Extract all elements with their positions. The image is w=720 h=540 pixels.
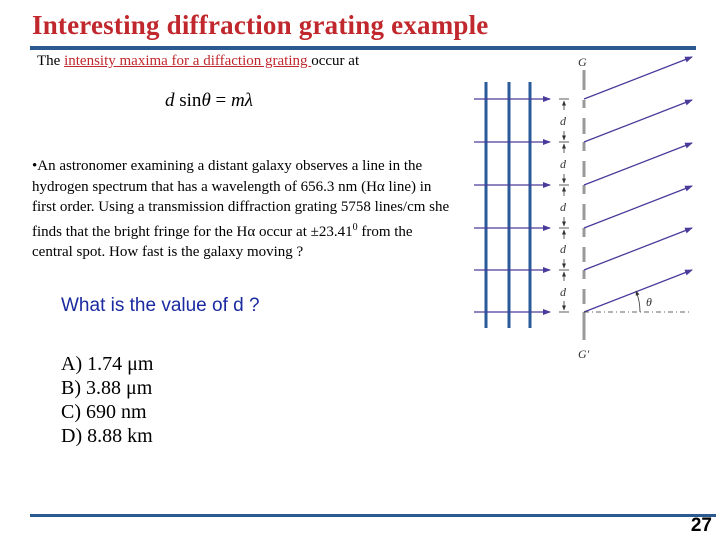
problem-text-a: An astronomer examining a distant galaxy observes a line in the hydrogen spectrum that has a wavelength of 656.3 nm (Hα line) in first order. Using a transmission diffraction grating 5758 lines/cm she finds that the bright fringe for the Hα occur at ±23.41 — [32, 158, 450, 240]
diffracted-ray — [584, 270, 692, 312]
spacing-label: d — [560, 242, 566, 256]
angle-arc — [636, 291, 640, 312]
option-b[interactable]: B) 3.88 μm — [61, 377, 153, 399]
spacing-label: d — [560, 114, 566, 128]
footer-divider — [30, 514, 716, 517]
eq-lambda: λ — [244, 90, 253, 111]
option-c[interactable]: C) 690 nm — [61, 401, 147, 423]
eq-equals: = — [215, 90, 227, 111]
eq-theta: θ — [201, 90, 211, 111]
option-d[interactable]: D) 8.88 km — [61, 425, 153, 447]
eq-d: d — [165, 90, 175, 111]
grating-bottom-label: G′ — [578, 347, 590, 361]
grating-equation — [165, 90, 253, 112]
page-number: 27 — [690, 515, 712, 536]
angle-label: θ — [646, 295, 652, 309]
option-a[interactable]: A) 1.74 μm — [61, 353, 154, 375]
question-text: What is the value of d ? — [61, 295, 260, 316]
diffracted-rays — [584, 57, 692, 312]
answer-options — [61, 352, 153, 448]
spacing-label: d — [560, 157, 566, 171]
diffracted-ray — [584, 57, 692, 99]
grating-top-label: G — [578, 55, 587, 69]
problem-text-b: from the central spot. How fast is the galaxy moving ? — [32, 223, 413, 260]
spacing-label: d — [560, 200, 566, 214]
intro-lead: The — [37, 53, 65, 69]
intro-tail: occur at — [311, 53, 360, 69]
eq-m: m — [231, 90, 245, 111]
slide-title: Interesting diffraction grating example — [32, 10, 489, 40]
spacing-label: d — [560, 285, 566, 299]
diffracted-ray — [584, 100, 692, 142]
diffracted-ray — [584, 143, 692, 185]
grating-diagram — [470, 50, 700, 370]
problem-degree-sup: 0 — [352, 221, 358, 233]
diffracted-ray — [584, 228, 692, 270]
bullet: • — [32, 158, 38, 174]
intro-text — [37, 53, 359, 70]
diffracted-ray — [584, 186, 692, 228]
eq-sin: sin — [179, 90, 202, 111]
problem-statement — [32, 156, 452, 263]
intro-underlined: intensity maxima for a diffaction grating — [64, 53, 312, 69]
